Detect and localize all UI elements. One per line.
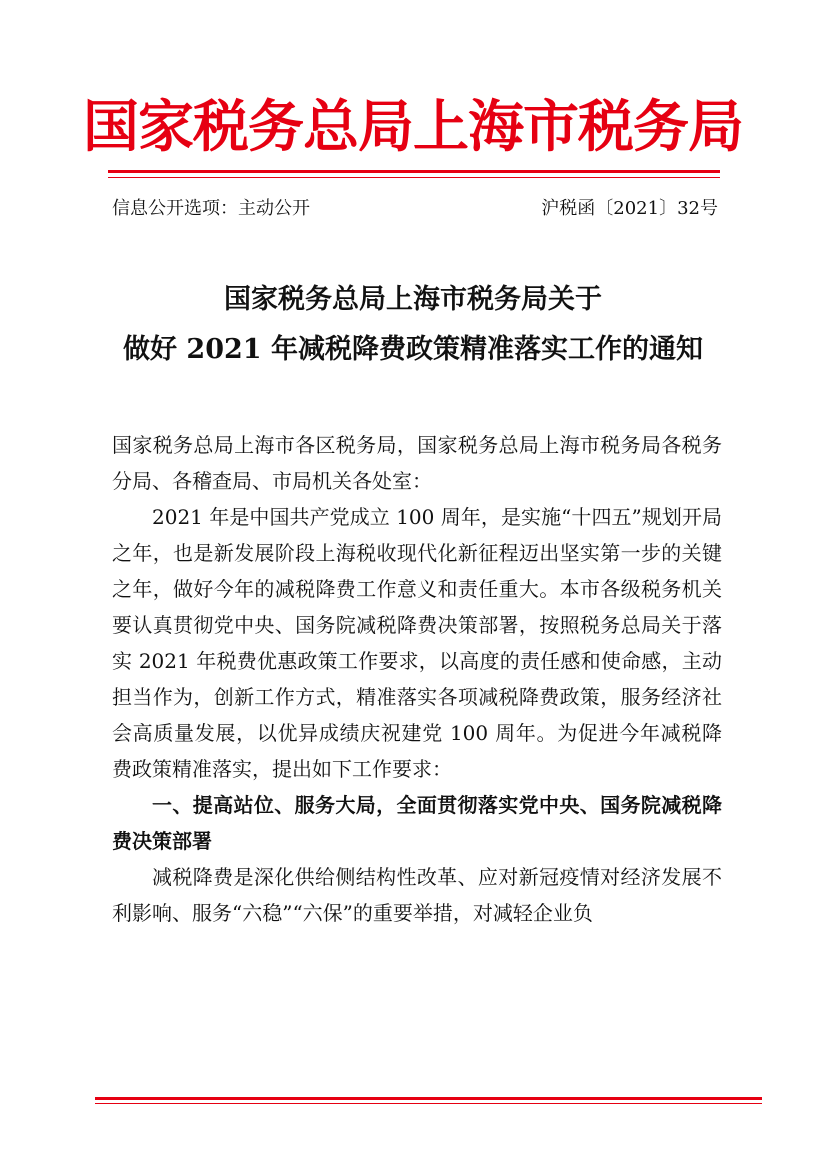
document-body: [112, 427, 722, 931]
masthead-rule-thick: [108, 170, 720, 173]
paragraph-section-1: 减税降费是深化供给侧结构性改革、应对新冠疫情对经济发展不利影响、服务“六稳”“六保”的重要举措，对减轻企业负: [112, 865, 722, 925]
document-number: 沪税函〔2021〕32号: [541, 198, 718, 219]
addressee: 国家税务总局上海市各区税务局，国家税务总局上海市税务局各税务分局、各稽查局、市局机关各处室：: [112, 433, 722, 493]
footer-rule-thin: [95, 1103, 762, 1104]
document-title-line2: 做好 2021 年减税降费政策精准落实工作的通知: [123, 334, 703, 365]
footer-rule-thick: [95, 1097, 762, 1100]
masthead-rule-thin: [108, 177, 720, 178]
masthead-title: 国家税务总局上海市税务局: [83, 94, 743, 160]
document-title-line1: 国家税务总局上海市税务局关于: [224, 284, 602, 315]
paragraph-intro: 2021 年是中国共产党成立 100 周年，是实施“十四五”规划开局之年，也是新发展阶段上海税收现代化新征程迈出坚实第一步的关键之年，做好今年的减税降费工作意义和责任重大。本市各级税务机关要认真贯彻党中央、国务院减税降费决策部署，按照税务总局关于落实 2021 年税费优惠政策工作要求，以高度的责任感和使命感，主动担当作为，创新工作方式，精准落实各项减税降费政策，服务经济社会高质量发展，以优异成绩庆祝建党 100 周年。为促进今年减税降费政策精准落实，提出如下工作要求：: [112, 505, 722, 781]
section-heading-1: 一、提高站位、服务大局，全面贯彻落实党中央、国务院减税降费决策部署: [112, 793, 722, 853]
disclosure-option: 信息公开选项：主动公开: [112, 198, 310, 219]
